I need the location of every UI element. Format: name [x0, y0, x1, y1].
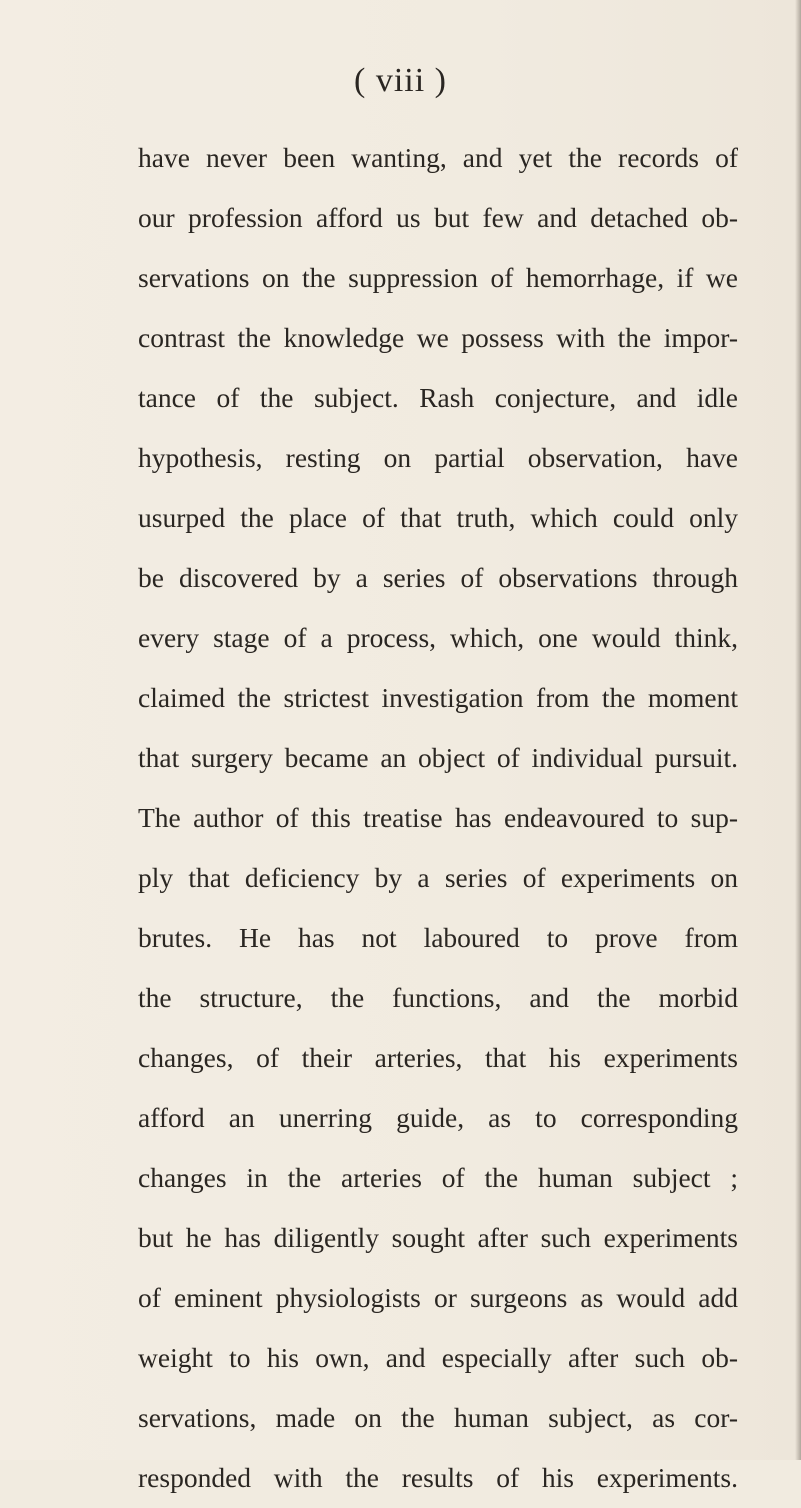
text-line: afford an unerring guide, as to corresponding: [138, 1102, 738, 1133]
page-edge-shadow: [795, 0, 801, 1460]
text-line: our profession afford us but few and detached ob-: [138, 202, 738, 233]
text-line: changes, of their arteries, that his experiments: [138, 1042, 738, 1073]
text-line: changes in the arteries of the human subject ;: [138, 1162, 738, 1193]
text-line: claimed the strictest investigation from the moment: [138, 682, 738, 713]
text-line: brutes. He has not laboured to prove from: [138, 922, 738, 953]
text-line: the structure, the functions, and the morbid: [138, 982, 738, 1013]
text-line: The author of this treatise has endeavoured to sup-: [138, 802, 738, 833]
text-line: that surgery became an object of individual pursuit.: [138, 742, 738, 773]
text-line: of eminent physiologists or surgeons as would add: [138, 1282, 738, 1313]
text-line: but he has diligently sought after such experiments: [138, 1222, 738, 1253]
text-line: every stage of a process, which, one would think,: [138, 622, 738, 653]
text-line: usurped the place of that truth, which could only: [138, 502, 738, 533]
text-line: contrast the knowledge we possess with the impor-: [138, 322, 738, 353]
text-line: ply that deficiency by a series of experiments on: [138, 862, 738, 893]
text-line: servations on the suppression of hemorrhage, if we: [138, 262, 738, 293]
page-number-header: ( viii ): [354, 62, 447, 99]
text-line: servations, made on the human subject, as cor-: [138, 1402, 738, 1433]
text-line: be discovered by a series of observations through: [138, 562, 738, 593]
text-line: tance of the subject. Rash conjecture, and idle: [138, 382, 738, 413]
text-line: hypothesis, resting on partial observation, have: [138, 442, 738, 473]
body-text: [138, 128, 738, 1508]
text-line: weight to his own, and especially after such ob-: [138, 1342, 738, 1373]
text-line: responded with the results of his experiments.: [138, 1462, 738, 1493]
text-line: have never been wanting, and yet the records of: [138, 142, 738, 173]
